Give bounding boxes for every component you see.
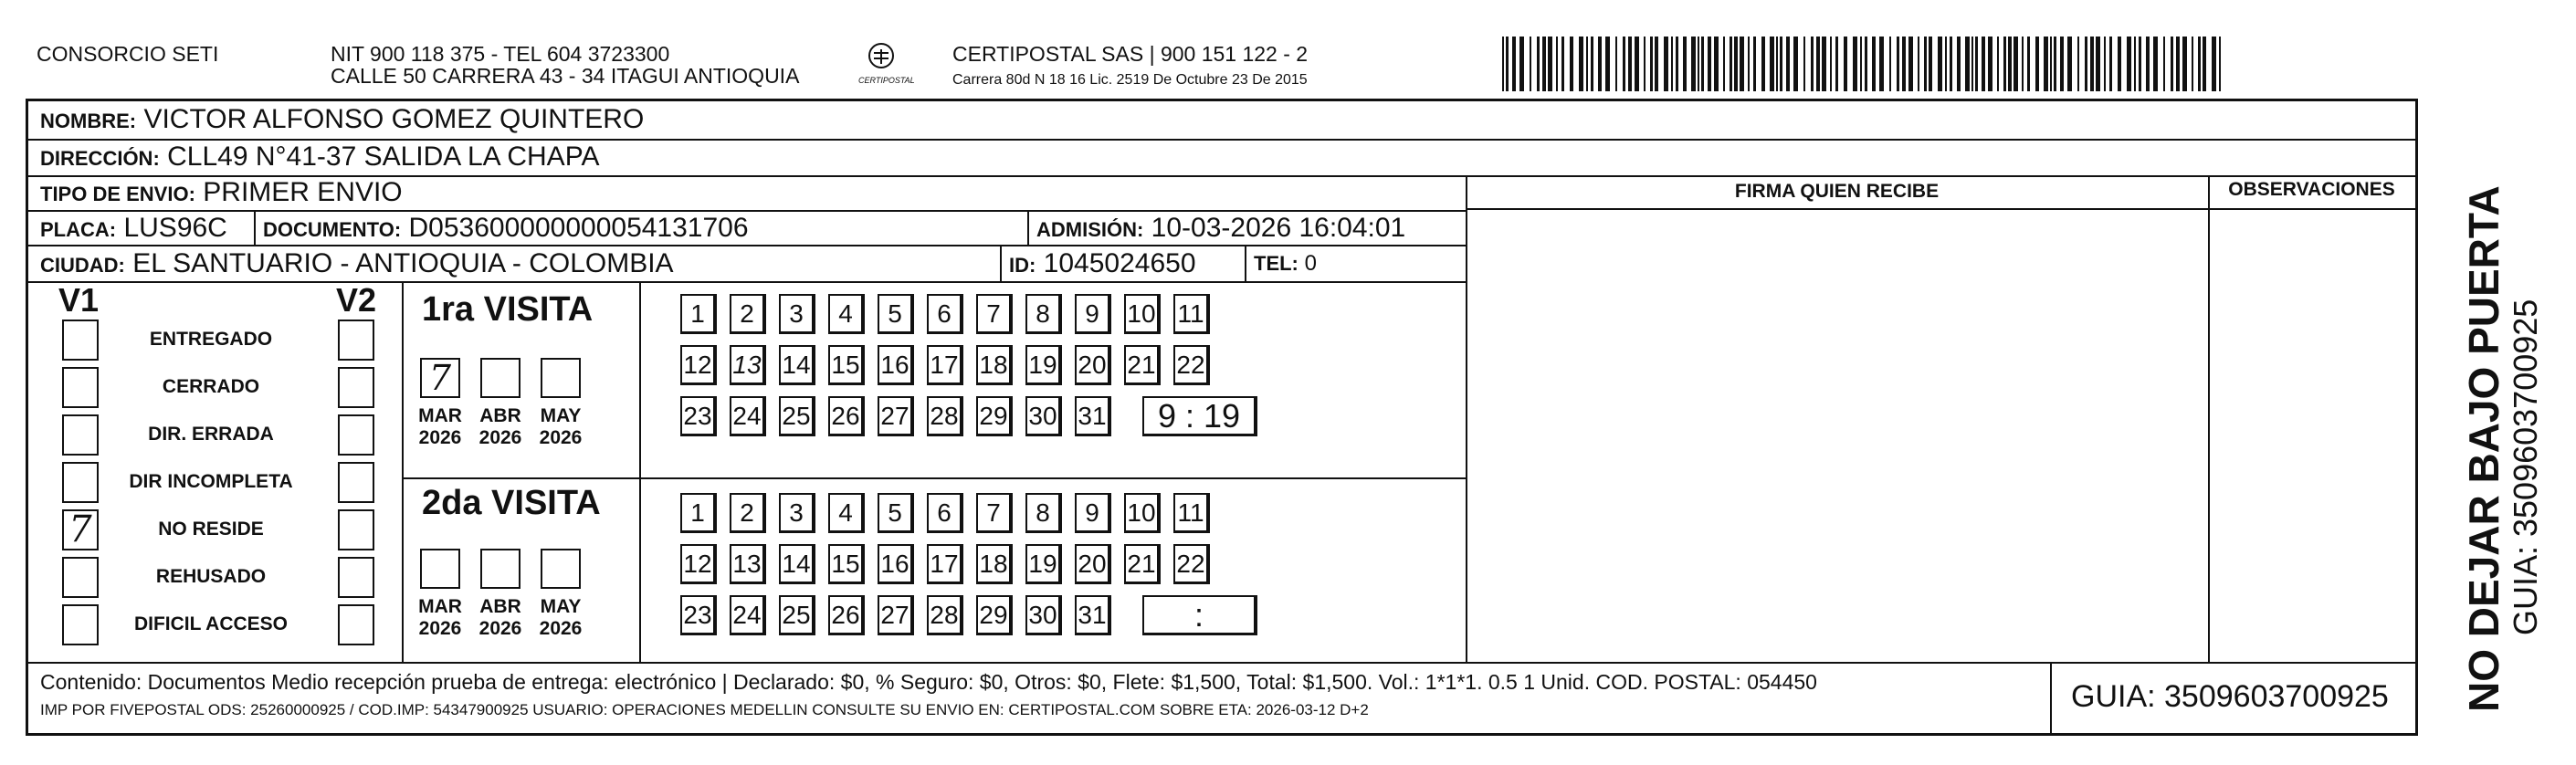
barcode — [1502, 37, 2233, 91]
barcode-bar — [2182, 37, 2187, 91]
barcode-bar — [2153, 37, 2158, 91]
barcode-bar — [1691, 37, 1696, 91]
certipostal-line: CERTIPOSTAL SAS | 900 151 122 - 2 — [952, 42, 1309, 66]
day-box[interactable]: 11 — [1173, 294, 1210, 334]
v1-checkbox[interactable]: 7 — [62, 509, 99, 550]
day-box[interactable]: 8 — [1025, 493, 1062, 533]
direccion-row — [40, 141, 600, 175]
tel-label: TEL: — [1254, 252, 1299, 275]
id-row — [1009, 247, 1196, 282]
barcode-bar — [2198, 37, 2201, 91]
day-box[interactable]: 30 — [1025, 595, 1062, 635]
status-label: DIR. ERRADA — [148, 424, 274, 445]
month-label: ABR 2026 — [478, 405, 522, 448]
barcode-bar — [1671, 37, 1673, 91]
day-box[interactable]: 12 — [680, 345, 717, 385]
v2-checkbox[interactable] — [338, 462, 374, 503]
barcode-bar — [1872, 37, 1876, 91]
v1-checkbox[interactable] — [62, 604, 99, 645]
barcode-bar — [1908, 37, 1913, 91]
barcode-bar — [2139, 37, 2141, 91]
month-label: MAY 2026 — [539, 405, 583, 448]
month-label: MAR 2026 — [418, 405, 462, 448]
barcode-bar — [2104, 37, 2106, 91]
status-label: NO RESIDE — [158, 519, 264, 540]
status-label: CERRADO — [162, 376, 260, 397]
day-box[interactable]: 21 — [1124, 544, 1161, 584]
visit1-title: 1ra VISITA — [422, 290, 594, 329]
placa-label: PLACA: — [40, 218, 117, 241]
barcode-bar — [1730, 37, 1732, 91]
barcode-bar — [2054, 37, 2056, 91]
day-box[interactable]: 8 — [1025, 294, 1062, 334]
day-box[interactable]: 29 — [976, 396, 1013, 436]
nombre-row — [40, 103, 644, 138]
day-box[interactable]: 21 — [1124, 345, 1161, 385]
address-line: CALLE 50 CARRERA 43 - 34 ITAGUI ANTIOQUIA — [331, 64, 800, 88]
logo-text: CERTIPOSTAL — [858, 76, 915, 85]
barcode-bar — [1879, 37, 1884, 91]
observaciones-header: OBSERVACIONES — [2228, 179, 2395, 200]
barcode-bar — [1924, 37, 1927, 91]
barcode-bar — [1835, 37, 1838, 91]
barcode-bar — [1502, 37, 1504, 91]
day-box[interactable]: 27 — [878, 595, 914, 635]
barcode-bar — [2090, 37, 2094, 91]
barcode-bar — [1561, 37, 1564, 91]
month-checkbox[interactable] — [541, 549, 581, 589]
day-box[interactable]: 13 — [730, 544, 766, 584]
barcode-bar — [2146, 37, 2150, 91]
barcode-bar — [2171, 37, 2173, 91]
barcode-bar — [2035, 37, 2039, 91]
barcode-bar — [2060, 37, 2064, 91]
day-box[interactable]: 19 — [1025, 544, 1062, 584]
barcode-bar — [2067, 37, 2072, 91]
barcode-bar — [1950, 37, 1952, 91]
barcode-bar — [1965, 37, 1970, 91]
v1-checkbox[interactable] — [62, 320, 99, 361]
barcode-bar — [1635, 37, 1639, 91]
barcode-bar — [1865, 37, 1867, 91]
v1-checkbox[interactable] — [62, 367, 99, 408]
barcode-bar — [1623, 37, 1625, 91]
barcode-bar — [1537, 37, 1540, 91]
barcode-bar — [1822, 37, 1826, 91]
barcode-bar — [1586, 37, 1588, 91]
barcode-bar — [1650, 37, 1653, 91]
barcode-bar — [1676, 37, 1678, 91]
day-box[interactable]: 6 — [927, 493, 963, 533]
day-box[interactable]: 26 — [828, 396, 865, 436]
day-box[interactable]: 9 — [1075, 294, 1111, 334]
ciudad-label: CIUDAD: — [40, 254, 125, 277]
barcode-bar — [1519, 37, 1524, 91]
id-value: 1045024650 — [1043, 248, 1196, 278]
barcode-bar — [1708, 37, 1711, 91]
day-box[interactable]: 7 — [976, 493, 1013, 533]
day-box[interactable]: 27 — [878, 396, 914, 436]
visit-time-field[interactable]: 9 : 19 — [1142, 396, 1257, 436]
barcode-bar — [1860, 37, 1862, 91]
day-box[interactable]: 28 — [927, 396, 963, 436]
v1-checkbox[interactable] — [62, 414, 99, 456]
day-box[interactable]: 20 — [1075, 544, 1111, 584]
barcode-bar — [1723, 37, 1725, 91]
barcode-bar — [2085, 37, 2087, 91]
nombre-label: NOMBRE: — [40, 110, 137, 132]
barcode-bar — [1982, 37, 1985, 91]
status-label: ENTREGADO — [149, 329, 273, 350]
day-box[interactable]: 12 — [680, 544, 717, 584]
barcode-bar — [2022, 37, 2024, 91]
barcode-bar — [1816, 37, 1820, 91]
day-box[interactable]: 25 — [779, 595, 815, 635]
barcode-bar — [2134, 37, 2136, 91]
barcode-bar — [1506, 37, 1509, 91]
day-box[interactable]: 2 — [730, 493, 766, 533]
barcode-bar — [1683, 37, 1687, 91]
month-checkbox[interactable] — [420, 549, 460, 589]
barcode-bar — [2013, 37, 2018, 91]
day-box[interactable]: 17 — [927, 544, 963, 584]
barcode-bar — [1734, 37, 1738, 91]
tipo-envio-value: PRIMER ENVIO — [203, 177, 403, 207]
direccion-label: DIRECCIÓN: — [40, 147, 160, 170]
month-label: ABR 2026 — [478, 596, 522, 639]
month-checkbox[interactable] — [480, 358, 520, 398]
placa-value: LUS96C — [123, 213, 227, 243]
barcode-bar — [1803, 37, 1805, 91]
barcode-bar — [1938, 37, 1942, 91]
day-box[interactable]: 15 — [828, 345, 865, 385]
contenido-line: Contenido: Documentos Medio recepción prueba de entrega: electrónico | Declarado: $0, % Seguro: $0, Otros: $0, Flete: $1,500, Total: $1,500. Vol.: 1*1*1. 0.5 1 Unid. COD. POSTAL: 054450 — [40, 670, 1817, 694]
barcode-bar — [1753, 37, 1756, 91]
barcode-bar — [1830, 37, 1832, 91]
barcode-bar — [1655, 37, 1658, 91]
barcode-bar — [1776, 37, 1778, 91]
barcode-bar — [2219, 37, 2221, 91]
impresion-line: IMP POR FIVEPOSTAL ODS: 25260000925 / COD.IMP: 54347900925 USUARIO: OPERACIONES MEDELLIN CONSULTE SU ENVIO EN: CERTIPOSTAL.COM SOBRE ETA: 2026-03-12 D+2 — [40, 701, 1369, 718]
barcode-bar — [1793, 37, 1798, 91]
barcode-bar — [2027, 37, 2030, 91]
barcode-bar — [1664, 37, 1668, 91]
barcode-bar — [1542, 37, 1546, 91]
company-name: CONSORCIO SETI — [37, 42, 219, 66]
barcode-bar — [1997, 37, 1999, 91]
placa-row — [40, 212, 227, 246]
no-dejar-bajo-puerta: NO DEJAR BAJO PUERTA — [2460, 185, 2508, 712]
barcode-bar — [2077, 37, 2079, 91]
barcode-bar — [1556, 37, 1558, 91]
v1-checkbox[interactable] — [62, 462, 99, 503]
day-box[interactable]: 10 — [1124, 294, 1161, 334]
id-label: ID: — [1009, 254, 1036, 277]
barcode-bar — [1770, 37, 1774, 91]
day-box[interactable]: 17 — [927, 345, 963, 385]
direccion-value: CLL49 N°41-37 SALIDA LA CHAPA — [167, 141, 600, 172]
day-box[interactable]: 5 — [878, 493, 914, 533]
day-box[interactable]: 18 — [976, 345, 1013, 385]
barcode-bar — [2212, 37, 2216, 91]
day-box[interactable]: 22 — [1173, 345, 1210, 385]
barcode-bar — [2044, 37, 2048, 91]
day-box[interactable]: 1 — [680, 493, 717, 533]
barcode-bar — [1929, 37, 1932, 91]
day-box[interactable]: 22 — [1173, 544, 1210, 584]
day-box[interactable]: 4 — [828, 294, 865, 334]
barcode-bar — [1889, 37, 1891, 91]
v2-checkbox[interactable] — [338, 509, 374, 550]
barcode-bar — [1615, 37, 1617, 91]
certipostal-logo — [858, 40, 915, 88]
visit2-title: 2da VISITA — [422, 484, 601, 522]
day-box[interactable]: 23 — [680, 595, 717, 635]
month-label: MAR 2026 — [418, 596, 462, 639]
barcode-bar — [2109, 37, 2112, 91]
barcode-bar — [2127, 37, 2131, 91]
barcode-bar — [1598, 37, 1602, 91]
firma-header: FIRMA QUIEN RECIBE — [1734, 181, 1940, 202]
day-box[interactable]: 25 — [779, 396, 815, 436]
logo-emblem-icon — [858, 40, 904, 71]
day-box[interactable]: 2 — [730, 294, 766, 334]
barcode-bar — [1897, 37, 1899, 91]
day-box[interactable]: 24 — [730, 595, 766, 635]
day-box[interactable]: 6 — [927, 294, 963, 334]
month-checkbox[interactable]: 7 — [420, 358, 460, 398]
ciudad-row — [40, 247, 674, 282]
day-box[interactable]: 28 — [927, 595, 963, 635]
day-box[interactable]: 31 — [1075, 396, 1111, 436]
barcode-bar — [1714, 37, 1719, 91]
v2-checkbox[interactable] — [338, 367, 374, 408]
v2-checkbox[interactable] — [338, 557, 374, 598]
v2-checkbox[interactable] — [338, 414, 374, 456]
barcode-bar — [2008, 37, 2012, 91]
day-box[interactable]: 1 — [680, 294, 717, 334]
barcode-bar — [1591, 37, 1593, 91]
documento-label: DOCUMENTO: — [263, 218, 402, 241]
documento-value: D053600000000054131706 — [408, 213, 749, 243]
license-line: Carrera 80d N 18 16 Lic. 2519 De Octubre 23 De 2015 — [952, 72, 1308, 88]
day-box[interactable]: 10 — [1124, 493, 1161, 533]
day-box[interactable]: 29 — [976, 595, 1013, 635]
day-box[interactable]: 20 — [1075, 345, 1111, 385]
v2-label: V2 — [336, 281, 377, 319]
month-label: MAY 2026 — [539, 596, 583, 639]
day-box[interactable]: 30 — [1025, 396, 1062, 436]
barcode-bar — [1740, 37, 1744, 91]
barcode-bar — [2118, 37, 2121, 91]
barcode-bar — [1644, 37, 1645, 91]
barcode-bar — [1988, 37, 1992, 91]
barcode-bar — [2163, 37, 2165, 91]
side-text — [2461, 185, 2545, 712]
day-box[interactable]: 15 — [828, 544, 865, 584]
barcode-bar — [2096, 37, 2100, 91]
barcode-bar — [1811, 37, 1814, 91]
barcode-bar — [1761, 37, 1765, 91]
day-box[interactable]: 7 — [976, 294, 1013, 334]
barcode-bar — [1701, 37, 1704, 91]
tel-row — [1254, 247, 1317, 280]
barcode-bar — [2003, 37, 2006, 91]
barcode-bar — [1975, 37, 1978, 91]
barcode-bar — [1530, 37, 1531, 91]
day-box[interactable]: 16 — [878, 345, 914, 385]
status-label: DIR INCOMPLETA — [129, 471, 293, 492]
tipo-envio-row — [40, 176, 403, 211]
admision-value: 10-03-2026 16:04:01 — [1151, 213, 1406, 243]
day-box[interactable]: 31 — [1075, 595, 1111, 635]
barcode-bar — [1548, 37, 1552, 91]
side-guia: GUIA: 3509603700925 — [2507, 299, 2544, 635]
month-checkbox[interactable] — [541, 358, 581, 398]
barcode-bar — [1748, 37, 1750, 91]
day-box[interactable]: 4 — [828, 493, 865, 533]
barcode-bar — [1918, 37, 1919, 91]
admision-label: ADMISIÓN: — [1036, 218, 1144, 241]
day-box[interactable]: 3 — [779, 493, 815, 533]
tel-value: 0 — [1304, 251, 1317, 276]
v2-checkbox[interactable] — [338, 320, 374, 361]
day-box[interactable]: 26 — [828, 595, 865, 635]
barcode-bar — [2176, 37, 2180, 91]
day-box[interactable]: 14 — [779, 544, 815, 584]
barcode-bar — [1628, 37, 1632, 91]
barcode-bar — [1512, 37, 1516, 91]
v1-label: V1 — [58, 281, 100, 319]
day-box[interactable]: 16 — [878, 544, 914, 584]
day-box[interactable]: 24 — [730, 396, 766, 436]
barcode-bar — [1945, 37, 1947, 91]
barcode-bar — [1902, 37, 1906, 91]
barcode-bar — [1971, 37, 1973, 91]
day-box[interactable]: 18 — [976, 544, 1013, 584]
day-box[interactable]: 23 — [680, 396, 717, 436]
day-box[interactable]: 19 — [1025, 345, 1062, 385]
day-box[interactable]: 3 — [779, 294, 815, 334]
nit-line: NIT 900 118 375 - TEL 604 3723300 — [331, 42, 670, 66]
status-label: REHUSADO — [155, 566, 267, 587]
barcode-bar — [2203, 37, 2206, 91]
status-label: DIFICIL ACCESO — [133, 613, 288, 634]
visit-time-field[interactable]: : — [1142, 595, 1257, 635]
ciudad-value: EL SANTUARIO - ANTIOQUIA - COLOMBIA — [132, 248, 674, 278]
barcode-bar — [1579, 37, 1583, 91]
month-checkbox[interactable] — [480, 549, 520, 589]
barcode-bar — [1786, 37, 1790, 91]
v1-checkbox[interactable] — [62, 557, 99, 598]
day-box[interactable]: 5 — [878, 294, 914, 334]
barcode-bar — [1570, 37, 1573, 91]
barcode-bar — [1844, 37, 1847, 91]
day-box[interactable]: 9 — [1075, 493, 1111, 533]
admision-row — [1036, 212, 1405, 246]
nombre-value: VICTOR ALFONSO GOMEZ QUINTERO — [143, 104, 645, 134]
barcode-bar — [2050, 37, 2052, 91]
barcode-bar — [1698, 37, 1699, 91]
day-box[interactable]: 13 — [730, 345, 766, 385]
v2-checkbox[interactable] — [338, 604, 374, 645]
barcode-bar — [1780, 37, 1782, 91]
documento-row — [263, 212, 749, 246]
day-box[interactable]: 11 — [1173, 493, 1210, 533]
barcode-bar — [1853, 37, 1857, 91]
barcode-bar — [1957, 37, 1961, 91]
tipo-envio-label: TIPO DE ENVIO: — [40, 183, 195, 205]
barcode-bar — [1605, 37, 1610, 91]
guia-box: GUIA: 3509603700925 — [2071, 679, 2389, 714]
day-box[interactable]: 14 — [779, 345, 815, 385]
barcode-bar — [2192, 37, 2193, 91]
